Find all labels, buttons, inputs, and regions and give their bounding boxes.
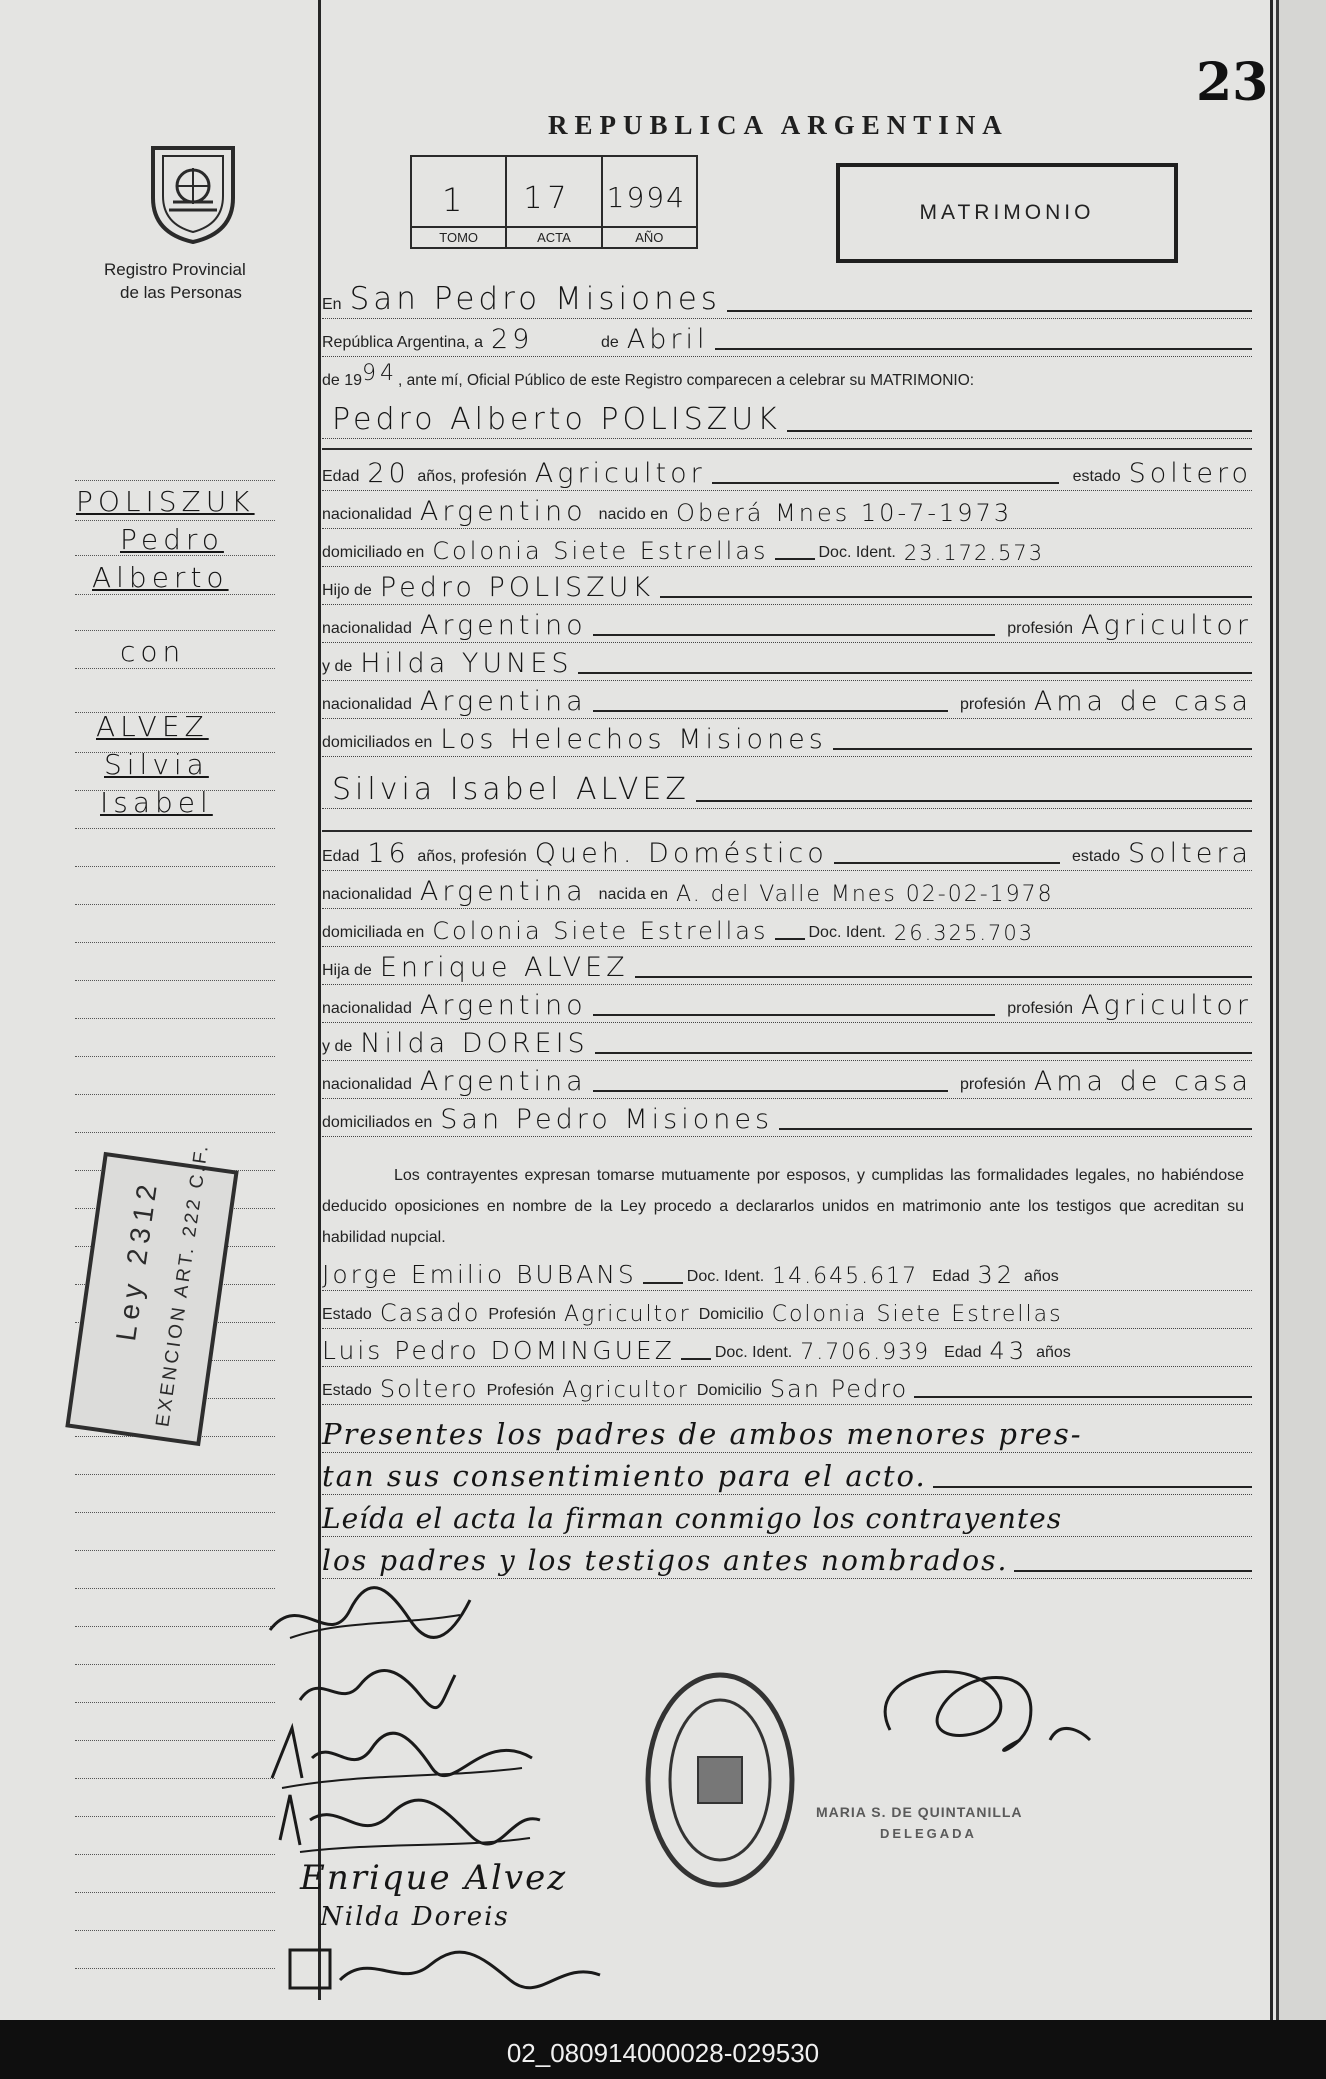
profesion-label: profesión	[1007, 1000, 1074, 1017]
margin-groom-surname: POLISZUK	[76, 485, 255, 518]
witness-1-row	[322, 1256, 1252, 1291]
fill-line	[833, 748, 1252, 750]
anos-label: años	[1024, 1268, 1059, 1285]
fill-line	[775, 558, 815, 560]
bride-birth: A. del Valle Mnes 02-02-1978	[676, 882, 1054, 907]
fill-line	[775, 938, 805, 940]
doc-ident-label: Doc. Ident.	[714, 1344, 793, 1361]
groom-address: Colonia Siete Estrellas	[432, 537, 769, 565]
margin-bride-name-1: Silvia	[104, 748, 209, 781]
edad-label: Edad	[322, 848, 360, 865]
fill-line	[593, 710, 948, 712]
groom-age: 20	[367, 458, 410, 489]
bride-parents-address: San Pedro Misiones	[440, 1104, 774, 1135]
margin-ruled-line	[75, 1056, 275, 1057]
bride-mother-row	[322, 1026, 1252, 1061]
fill-line	[578, 672, 1252, 674]
bride-status: Soltera	[1127, 838, 1252, 869]
fill-line	[834, 862, 1060, 864]
province-seal-icon	[143, 138, 243, 246]
acta-value: 17	[523, 181, 572, 216]
margin-ruled-line	[75, 1094, 275, 1095]
mother-signature-icon	[270, 1790, 550, 1860]
day-value: 29	[491, 324, 534, 355]
groom-father: Pedro POLISZUK	[379, 572, 655, 603]
exemption-stamp	[65, 1141, 238, 1446]
fill-line	[1014, 1570, 1252, 1572]
record-type-box	[836, 163, 1178, 263]
groom-parents-address: Los Helechos Misiones	[440, 724, 827, 755]
estado-label: Estado	[322, 1306, 372, 1323]
margin-ruled-line	[75, 630, 275, 631]
adjacent-page-edge	[1276, 0, 1326, 2020]
y-de-label: y de	[322, 1038, 353, 1055]
hija-de-label: Hija de	[322, 962, 372, 979]
margin-ruled-line	[75, 942, 275, 943]
fill-line	[914, 1396, 1252, 1398]
margin-ruled-line	[75, 1018, 275, 1019]
margin-ruled-line	[75, 1778, 275, 1779]
hijo-de-label: Hijo de	[322, 582, 372, 599]
witness-2-status: Soltero	[379, 1375, 479, 1403]
margin-ruled-line	[75, 1626, 275, 1627]
bride-doc: 26.325.703	[893, 921, 1035, 945]
registry-line-2: de las Personas	[120, 283, 242, 302]
witness-2-doc: 7.706.939	[800, 1340, 931, 1365]
margin-ruled-line	[75, 668, 275, 669]
margin-ruled-line	[75, 1892, 275, 1893]
margin-bride-surname: ALVEZ	[96, 710, 209, 743]
domicilio-label: Domicilio	[698, 1306, 764, 1323]
domiciliados-en-label: domiciliados en	[322, 1114, 433, 1131]
witness-1-status: Casado	[379, 1299, 481, 1327]
fill-line	[593, 1014, 996, 1016]
nacionalidad-label: nacionalidad	[322, 886, 412, 903]
fill-line	[715, 348, 1252, 350]
witness-1-age: 32	[977, 1261, 1017, 1289]
footer-id: 02_080914000028-029530	[506, 2038, 820, 2068]
groom-parents-address-row	[322, 722, 1252, 757]
fill-line	[635, 976, 1252, 978]
ano-cell	[603, 157, 696, 247]
profesion-label: Profesión	[486, 1382, 555, 1399]
note-4: los padres y los testigos antes nombrados.	[322, 1544, 1009, 1577]
bride-nationality-row	[322, 874, 1252, 909]
edad-label: Edad	[322, 468, 360, 485]
groom-status: Soltero	[1128, 458, 1252, 489]
bride-father-nat-row	[322, 988, 1252, 1023]
bride-profession: Queh. Doméstico	[534, 838, 828, 869]
margin-conjunction: con	[120, 635, 186, 668]
note-3: Leída el acta la firman conmigo los contrayentes	[322, 1502, 1063, 1535]
official-seal-icon	[640, 1665, 800, 1895]
witness-1-domicile: Colonia Siete Estrellas	[771, 1302, 1063, 1327]
de-label: de	[601, 334, 619, 351]
margin-ruled-line	[75, 1664, 275, 1665]
fill-line	[779, 1128, 1252, 1130]
estado-label: Estado	[322, 1382, 372, 1399]
place-row	[322, 281, 1252, 319]
bride-address-row	[322, 912, 1252, 947]
en-label: En	[322, 296, 342, 313]
witness-2-domicile: San Pedro	[769, 1375, 909, 1403]
estado-label: estado	[1071, 848, 1120, 865]
exemption-stamp-line-1: Ley 2312	[110, 1176, 164, 1343]
bride-parents-address-row	[322, 1102, 1252, 1137]
tomo-label: TOMO	[412, 226, 505, 247]
groom-name-row	[322, 404, 1252, 439]
bride-father-profession: Agricultor	[1081, 990, 1252, 1021]
groom-nationality: Argentino	[419, 496, 587, 527]
witness-1-name: Jorge Emilio BUBANS	[322, 1260, 637, 1289]
domicilio-label: Domicilio	[696, 1382, 762, 1399]
margin-ruled-line	[75, 1512, 275, 1513]
section-divider	[322, 448, 1252, 450]
note-2: tan sus consentimiento para el acto.	[322, 1459, 927, 1493]
witness-2-row	[322, 1332, 1252, 1367]
profesion-label: Profesión	[488, 1306, 556, 1323]
place-value: San Pedro Misiones	[349, 281, 721, 317]
nacida-en-label: nacida en	[598, 886, 669, 903]
margin-ruled-line	[75, 866, 275, 867]
bride-father: Enrique ALVEZ	[379, 952, 629, 983]
groom-profession: Agricultor	[534, 458, 706, 489]
registry-line-1: Registro Provincial	[104, 260, 246, 279]
note-line-1	[322, 1412, 1252, 1453]
margin-ruled-line	[75, 1740, 275, 1741]
y-de-label: y de	[322, 658, 353, 675]
acta-label: ACTA	[507, 226, 600, 247]
statement-paragraph: Los contrayentes expresan tomarse mutuamente por esposos, y cumplidas las formalidades legales, no habiéndose deducido oposiciones en nombre de la Ley procedo a declararlos unidos en matrimonio ante los testigos que acreditan su habilidad nupcial.	[322, 1167, 1244, 1246]
groom-name: Pedro Alberto POLISZUK	[332, 402, 781, 437]
groom-age-row	[322, 456, 1252, 491]
tomo-value: 1	[442, 181, 468, 219]
margin-ruled-line	[75, 1474, 275, 1475]
fill-line	[933, 1486, 1252, 1488]
right-margin-rule	[1270, 0, 1273, 2020]
fill-line	[593, 1090, 948, 1092]
margin-ruled-line	[75, 1968, 275, 1969]
bride-age-row	[322, 836, 1252, 871]
tomo-cell	[412, 157, 507, 247]
domiciliada-en-label: domiciliada en	[322, 924, 425, 941]
ano-label: AÑO	[603, 226, 696, 247]
bride-age: 16	[367, 838, 410, 869]
fill-line	[643, 1282, 683, 1284]
groom-father-nat-row	[322, 608, 1252, 643]
groom-father-row	[322, 570, 1252, 605]
margin-ruled-line	[75, 828, 275, 829]
margin-ruled-line	[75, 1816, 275, 1817]
month-value: Abril	[626, 324, 709, 355]
edad-label: Edad	[944, 1344, 982, 1361]
bride-name: Silvia Isabel ALVEZ	[332, 772, 690, 807]
note-line-3	[322, 1496, 1252, 1537]
date-row	[322, 322, 1252, 357]
note-line-2	[322, 1454, 1252, 1495]
official-signature-icon	[860, 1650, 1120, 1780]
fill-line	[712, 482, 1059, 484]
witness-1-doc: 14.645.617	[772, 1264, 919, 1289]
nilda-signature: Nilda Doreis	[320, 1902, 510, 1932]
fill-line	[593, 634, 996, 636]
doc-ident-label: Doc. Ident.	[808, 924, 886, 941]
page-number: 23	[1196, 52, 1269, 113]
groom-mother-profession: Ama de casa	[1033, 686, 1252, 717]
father-signature-icon	[262, 1718, 542, 1798]
year-suffix: 94	[362, 361, 399, 386]
groom-mother-row	[322, 646, 1252, 681]
groom-nationality-row	[322, 494, 1252, 529]
fill-line	[660, 596, 1252, 598]
nacionalidad-label: nacionalidad	[322, 696, 412, 713]
margin-ruled-line	[75, 520, 275, 521]
witness-signature-2-icon	[290, 1660, 460, 1720]
declaration-text: , ante mí, Oficial Público de este Registro comparecen a celebrar su MATRIMONIO:	[398, 372, 975, 389]
margin-ruled-line	[75, 904, 275, 905]
nacionalidad-label: nacionalidad	[322, 506, 412, 523]
official-stamp-line-1: MARIA S. DE QUINTANILLA	[816, 1804, 1023, 1820]
estado-label: estado	[1072, 468, 1121, 485]
groom-father-profession: Agricultor	[1081, 610, 1252, 641]
margin-ruled-line	[75, 1588, 275, 1589]
fill-line	[681, 1358, 711, 1360]
year-row	[322, 360, 1252, 394]
fill-line	[727, 310, 1252, 312]
bride-mother: Nilda DOREIS	[360, 1028, 589, 1059]
witness-2-profession: Agricultor	[562, 1378, 689, 1403]
edad-label: Edad	[932, 1268, 970, 1285]
anos-profesion-label: años, profesión	[417, 468, 527, 485]
fill-line	[696, 800, 1252, 802]
tomo-acta-ano-box	[410, 155, 698, 249]
groom-father-nationality: Argentino	[419, 610, 587, 641]
groom-mother-nationality: Argentina	[419, 686, 587, 717]
nacido-en-label: nacido en	[598, 506, 668, 523]
anos-profesion-label: años, profesión	[417, 848, 527, 865]
bride-name-row	[322, 774, 1252, 809]
margin-bride-name-2: Isabel	[100, 786, 213, 819]
profesion-label: profesión	[959, 696, 1026, 713]
witness-2-age: 43	[989, 1337, 1029, 1365]
year-prefix: de 19	[322, 372, 363, 389]
margin-ruled-line	[75, 1930, 275, 1931]
country-heading: REPUBLICA ARGENTINA	[548, 110, 1009, 140]
acta-cell	[507, 157, 602, 247]
fill-line	[787, 430, 1252, 432]
witness-signature-3-icon	[280, 1940, 610, 2000]
record-type: MATRIMONIO	[919, 201, 1095, 224]
domiciliados-en-label: domiciliados en	[322, 734, 433, 751]
margin-ruled-line	[75, 980, 275, 981]
margin-ruled-line	[75, 1854, 275, 1855]
margin-ruled-line	[75, 1132, 275, 1133]
witness-1-detail-row	[322, 1294, 1252, 1329]
margin-ruled-line	[75, 480, 275, 481]
enrique-signature: Enrique Alvez	[300, 1858, 568, 1898]
profesion-label: profesión	[1007, 620, 1074, 637]
bride-mother-profession: Ama de casa	[1033, 1066, 1252, 1097]
witness-signature-1-icon	[260, 1580, 480, 1650]
doc-ident-label: Doc. Ident.	[818, 544, 896, 561]
fill-line	[595, 1052, 1252, 1054]
nacionalidad-label: nacionalidad	[322, 1000, 412, 1017]
note-1: Presentes los padres de ambos menores pres-	[322, 1417, 1083, 1451]
exemption-stamp-line-2: EXENCION ART. 222 C.F.	[152, 1141, 214, 1429]
margin-ruled-line	[75, 1550, 275, 1551]
groom-doc: 23.172.573	[903, 541, 1045, 565]
witness-1-profession: Agricultor	[564, 1302, 691, 1327]
anos-label: años	[1036, 1344, 1071, 1361]
witness-2-name: Luis Pedro DOMINGUEZ	[322, 1336, 675, 1365]
margin-groom-name-2: Alberto	[92, 561, 229, 594]
nacionalidad-label: nacionalidad	[322, 1076, 412, 1093]
bride-nationality: Argentina	[419, 876, 587, 907]
bride-mother-nationality: Argentina	[419, 1066, 587, 1097]
bride-father-nationality: Argentino	[419, 990, 587, 1021]
margin-ruled-line	[75, 1702, 275, 1703]
groom-birth: Oberá Mnes 10-7-1973	[676, 499, 1013, 527]
groom-mother-nat-row	[322, 684, 1252, 719]
domiciliado-en-label: domiciliado en	[322, 544, 425, 561]
bride-address: Colonia Siete Estrellas	[432, 917, 769, 945]
republica-label: República Argentina, a	[322, 334, 483, 351]
groom-mother: Hilda YUNES	[360, 648, 573, 679]
margin-ruled-line	[75, 594, 275, 595]
groom-address-row	[322, 532, 1252, 567]
margin-groom-name-1: Pedro	[120, 523, 224, 556]
note-line-4	[322, 1538, 1252, 1579]
bride-mother-nat-row	[322, 1064, 1252, 1099]
doc-ident-label: Doc. Ident.	[686, 1268, 765, 1285]
section-divider	[322, 830, 1252, 832]
profesion-label: profesión	[959, 1076, 1026, 1093]
ano-value: 1994	[606, 181, 686, 214]
nacionalidad-label: nacionalidad	[322, 620, 412, 637]
official-stamp-line-2: DELEGADA	[880, 1826, 977, 1841]
witness-2-detail-row	[322, 1370, 1252, 1405]
bride-father-row	[322, 950, 1252, 985]
